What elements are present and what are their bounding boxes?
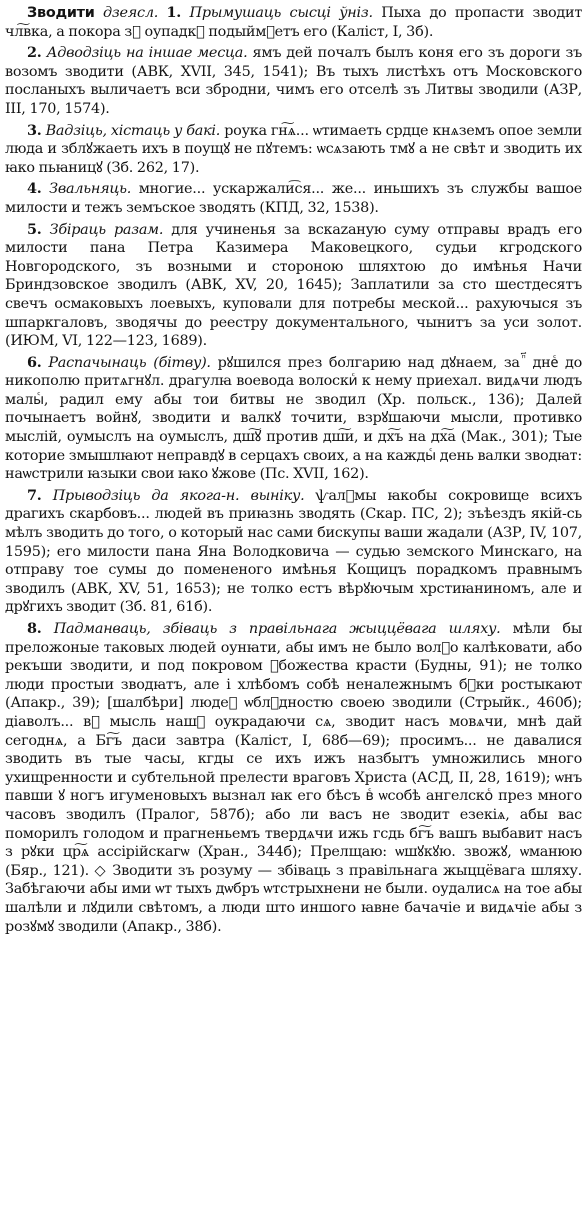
sense-4-paragraph bbox=[5, 180, 582, 217]
sense-8 bbox=[5, 620, 582, 936]
sense-number: 6. bbox=[27, 353, 42, 371]
sense-gloss: Прыводзіць да якога-н. выніку. bbox=[52, 487, 305, 504]
sense-number: 7. bbox=[27, 486, 42, 504]
sense-1-paragraph bbox=[5, 4, 582, 41]
sense-2 bbox=[5, 44, 582, 118]
sense-text: мѣли бы преложоные таковых людей оунꙗти, абы имъ не было волⷩо калѣковати, або рекъши зводити, и под покровом ꙋбожества красти (Будны, 91); не толко люди простыи зводꙗтъ, але і хлѣбомъ собѣ неналежнымъ бꙋки ростыкают (Апакр., 39); [шалбѣри] людеⷭ ѡблꙋдностю своею зводили (Стрыйк., 460б); діаволъ... вⷭ мысль нашꙋ оукрадаючи сѧ, зводит насъ мовѧчи, мнѣ дай сегоднѧ, а Бг͠ъ даси завтра (Каліст, I, 68б—69); просимъ... не давалися зводить въ тые часы, кгды се ихъ ижъ назбытъ умножились много ухищренности и субтельной прелести враговъ Христа (АСД, II, 28, 1619); ѡнъ павши ꙋ ногъ игуменовыхъ вызнал ꙗк его бѣсъ вⷭ ѡсобѣ ангелскоⷭ през много часовъ зводилъ (Пралог, 587б); або ли васъ не зводит езекіѧ, абы вас поморилъ голодом и прагненьемъ твердѧчи ижь гсдь бг͠ъ вашъ выбавит насъ з рꙋки цр͠ѧ ассірійскагѡ (Хран., 344б); Прелщаю: ѡшꙋкꙋю. звожꙋ, ѡманюю (Бяр., 121). ◇ Зводити зъ розуму — збіваць з правільнага жыццёвага шляху. Забѣгаючи абы ими ѡт тыхъ дѡбръ ѡтстрыхнени не были. оудалисѧ на тое абы шалѣли и лꙋдили свѣтомъ, а люди што иншого ꙗвне бачачіе и видѧчіе абы з розꙋмꙋ зводили (Апакр., 38б). bbox=[5, 621, 583, 935]
headword-pos: дзеясл. bbox=[103, 5, 159, 21]
sense-5-paragraph bbox=[5, 221, 582, 351]
sense-4 bbox=[5, 180, 582, 217]
sense-text: роука гн͠ѧ... ѡтимаеть срдце кнѧземъ опое земли люда и зблꙋжаеть ихъ в поущꙋ не пꙋтемъ: ѡсѧзають тмꙋ а не свѣт и зводить их ꙗко пьꙗницꙋ (Зб. 262, 17). bbox=[5, 122, 583, 176]
sense-text: ѱалⷭмы ꙗкобы сокровище всихъ драгихъ скарбовъ... людей въ приꙗзнь зводять (Скар. ПС, 2); зъѣездъ якій-сь мѣлъ зводить до того, о который нас сами бискупы ваши жадали (АЗР, IV, 107, 1595); его милости пана Яна Володковича — судью земского Минскаго, на отправу тое сумы до помененого имѣнья Кощицъ порадкомъ правнымъ зводилъ (АВК, XV, 51, 1653); не толко естъ вѣрꙋючым хрстиꙗниномъ, але и дрꙋгихъ зводит (Зб. 81, 61б). bbox=[5, 487, 583, 616]
sense-gloss: Адводзіць на іншае месца. bbox=[46, 45, 248, 62]
sense-text: для учиненья за вскazаную суму отправы врадъ его милости пана Петра Казимера Маковецкого, судьи кгродского Новгородского, зъ возными и стороною шляхтою до имѣнья Начи Бриндзовское зводилъ (АВК, XV, 20, 1645); Заплатили за сто шестдесятъ свечъ осмаковыхъ лоевыхъ, куповали для потребы меской... рахуючыся зъ шпаркгаловъ, зводячы до реестру документального, чынитъ за уси золот. (ИЮМ, VI, 122—123, 1689). bbox=[5, 221, 583, 350]
sense-2-paragraph bbox=[5, 44, 582, 118]
sense-gloss: Прымушаць сысці ўніз. bbox=[189, 5, 373, 21]
sense-6 bbox=[5, 354, 582, 484]
sense-gloss: Звальняць. bbox=[49, 181, 132, 198]
sense-number: 2. bbox=[27, 44, 42, 62]
sense-text: ямъ дей почалъ былъ коня его зъ дороги зъ возомъ зводити (АВК, XVII, 345, 1541); Въ тыхъ листѣхъ отъ Московского посланыхъ выличаетъ вси збродни, чимъ его отселѣ зъ Литвы зводили (АЗР, III, 170, 1574). bbox=[5, 45, 582, 117]
sense-1 bbox=[5, 4, 582, 41]
sense-text: рꙋшился през болгарию над дꙋнаем, за ⷫ҃ днеⷭ до никополю притѧгнꙋл. драгулꙗ воевода волоскиⷭ к нему приехал. видѧчи людъ малыⷭ, радил ему абы тои битвы не зводил (Хр. польск., 136); Далей почынаетъ войнꙋ, зводити и валкꙋ точити, взрꙋшаючи мысли, противко мыслій, оумыслъ на оумыслъ, дш͠ꙋ против дш͠и, и дх͠ъ на дх͠а (Мак., 301); Тые которие змышлꙗют неправдꙋ в серцахъ своих, а на каждыⷭ день валки зводꙗт: наѡстрили ꙗзыки свои ꙗко ꙋжове (Пс. XVII, 162). bbox=[5, 354, 583, 483]
sense-7 bbox=[5, 487, 582, 617]
sense-gloss: Падманваць, збіваць з правільнага жыццёвага шляху. bbox=[53, 621, 501, 637]
sense-text: многие... ускаржали͡ся... же... иньшихъ зъ службы вашое милости и тежъ земъское зводять (КПД, 32, 1538). bbox=[5, 181, 583, 216]
sense-gloss: Збіраць разам. bbox=[49, 221, 164, 238]
sense-number: 1. bbox=[166, 4, 182, 21]
sense-3-paragraph bbox=[5, 122, 582, 178]
sense-number: 4. bbox=[27, 180, 42, 198]
sense-gloss: Вадзіць, хістаць у бакі. bbox=[45, 122, 221, 139]
sense-6-paragraph bbox=[5, 354, 582, 484]
headword: Зводити bbox=[27, 5, 95, 21]
sense-number: 5. bbox=[27, 220, 42, 238]
sense-number: 3. bbox=[27, 121, 42, 139]
sense-text: Пыха до пропасти зводит чл͠вка, а покора зⷭ оупадкꙋ подыймꙋетъ его (Каліст, I, 3б). bbox=[5, 5, 583, 40]
sense-number: 8. bbox=[27, 620, 42, 637]
sense-7-paragraph bbox=[5, 487, 582, 617]
sense-8-paragraph bbox=[5, 620, 582, 936]
sense-5 bbox=[5, 221, 582, 351]
sense-3 bbox=[5, 122, 582, 178]
sense-gloss: Распачынаць (бітву). bbox=[48, 354, 211, 371]
